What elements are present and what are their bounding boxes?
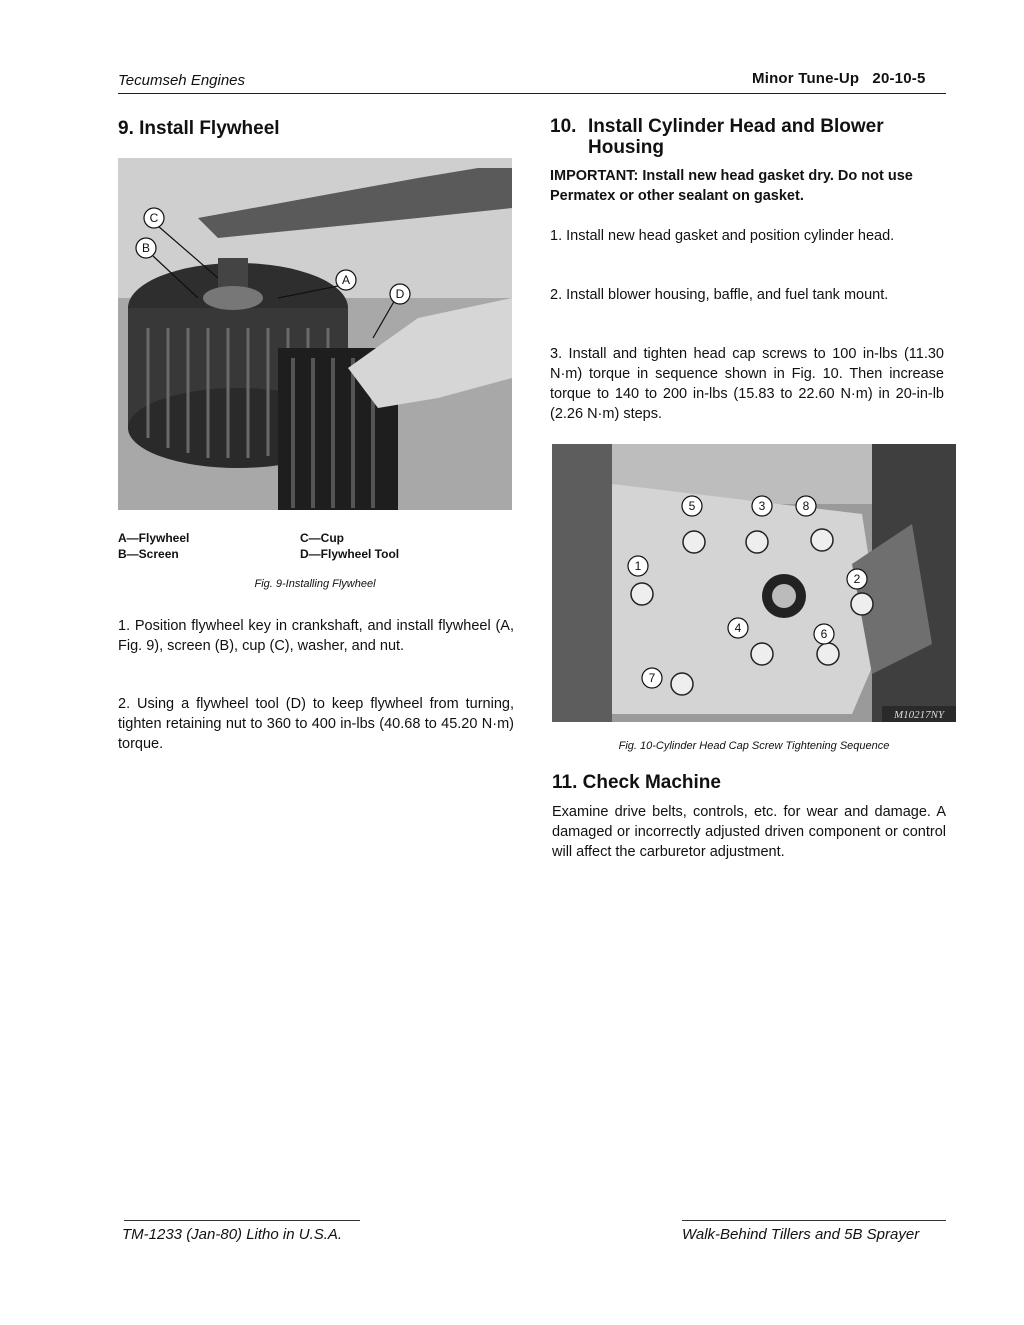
section-9-heading [118,118,280,139]
section-10-title: Install Cylinder Head and Blower Housing [588,116,884,158]
svg-text:C: C [149,211,159,225]
sequence-callout-6 [814,624,834,644]
important-note: IMPORTANT: Install new head gasket dry. Do not use Permatex or other sealant on gasket. [550,168,913,204]
footer-left: TM-1233 (Jan-80) Litho in U.S.A. [122,1226,343,1243]
figure-10-caption: Fig. 10-Cylinder Head Cap Screw Tightening Sequence [618,740,890,752]
svg-text:1: 1 [634,559,642,573]
svg-text:A: A [341,273,351,287]
svg-text:4: 4 [734,621,742,635]
figure-9-legend-c: C—Cup [300,531,344,545]
header-rule [118,93,946,94]
footer-rule-right [682,1220,946,1221]
figure-9-legend-a: A—Flywheel [118,531,190,545]
figure-9-caption: Fig. 9-Installing Flywheel [254,578,376,590]
figure-10-image-code: M10217NY [893,709,945,721]
sequence-callout-4 [728,618,748,638]
sequence-callout-7 [642,668,662,688]
svg-text:B: B [141,241,151,255]
figure-9-callout-c [144,208,164,228]
section-9-number: 9. [118,118,134,139]
figure-10-photo [552,444,956,722]
svg-text:8: 8 [802,499,810,513]
cylinder-head-illustration [552,444,956,722]
section-10-number: 10. [550,116,577,137]
section-9-step-2: 2. Using a flywheel tool (D) to keep flywheel from turning, tighten retaining nut to 360 to 400 in-lbs (40.68 to 45.20 N·m) torque. [118,696,514,752]
svg-text:3: 3 [758,499,766,513]
figure-9-callout-a [336,270,356,290]
flywheel-illustration [118,158,512,510]
figure-9-photo [118,158,512,510]
footer-right: Walk-Behind Tillers and 5B Sprayer [682,1226,920,1243]
svg-text:2: 2 [853,572,861,586]
section-9-step-1: 1. Position flywheel key in crankshaft, and install flywheel (A, Fig. 9), screen (B), cup (C), washer, and nut. [118,618,514,654]
figure-9-legend-d: D—Flywheel Tool [300,547,400,561]
section-10-step-1: 1. Install new head gasket and position cylinder head. [550,228,895,244]
sequence-callout-1 [628,556,648,576]
sequence-callout-3 [752,496,772,516]
footer-rule-left [124,1220,360,1221]
svg-text:5: 5 [688,499,696,513]
section-11-title: Check Machine [582,772,721,793]
svg-text:7: 7 [648,671,656,685]
sequence-callout-8 [796,496,816,516]
figure-9-legend-b: B—Screen [118,547,179,561]
section-9-title: Install Flywheel [139,118,280,139]
header-left-title: Tecumseh Engines [118,72,246,89]
section-11-number: 11. [552,772,578,793]
figure-9-callout-b [136,238,156,258]
figure-9-callout-d [390,284,410,304]
sequence-callout-5 [682,496,702,516]
header-right-title: Minor Tune-Up 20-10-5 [752,70,926,87]
section-10-step-2: 2. Install blower housing, baffle, and fuel tank mount. [550,287,889,303]
sequence-callout-2 [847,569,867,589]
svg-text:6: 6 [820,627,828,641]
section-11-text: Examine drive belts, controls, etc. for wear and damage. A damaged or incorrectly adjusted driven component or control will affect the carburetor adjustment. [552,804,946,860]
section-11-heading [552,772,721,793]
svg-text:D: D [395,287,405,301]
section-10-step-3: 3. Install and tighten head cap screws to 100 in-lbs (11.30 N·m) torque in sequence shown in Fig. 10. Then increase torque to 140 to 200 in-lbs (15.83 to 22.60 N·m) in 20-in-lb (2.26 N·m) steps. [550,346,944,422]
section-10-heading [550,116,946,158]
